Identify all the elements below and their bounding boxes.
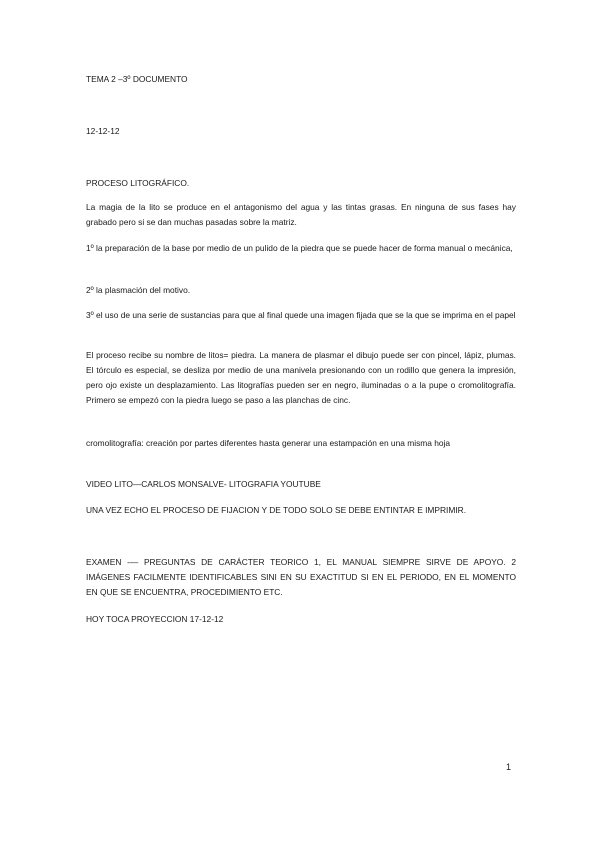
paragraph-intro: La magia de la lito se produce en el antagonismo del agua y las tintas grasas. En ninguna de sus fases hay grabado pero si se dan muchas pasadas sobre la matriz. [86,202,516,227]
paragraph-proyeccion: HOY TOCA PROYECCION 17-12-12 [86,614,224,624]
paragraph-video: VIDEO LITO—CARLOS MONSALVE- LITOGRAFIA YOUTUBE [86,479,321,489]
paragraph-fijacion: UNA VEZ ECHO EL PROCESO DE FIJACION Y DE TODO SOLO SE DEBE ENTINTAR E IMPRIMIR. [86,505,467,515]
paragraph-step-2: 2º la plasmación del motivo. [86,285,191,295]
section-heading: PROCESO LITOGRÁFICO. [86,178,190,188]
page-number: 1 [506,762,512,772]
document-date: 12-12-12 [86,126,120,136]
paragraph-process: El proceso recibe su nombre de litos= piedra. La manera de plasmar el dibujo puede ser con pincel, lápiz, plumas. El tórculo es especial, se desliza por medio de una manivela presionando con un rodillo que genera la impresión, pero ojo existe un desplazamiento. Las litografías pueden ser en negro, iluminadas o a la pupe o cromolitografía. Primero se empezó con la piedra luego se paso a las planchas de cinc. [86,350,516,405]
paragraph-step-3: 3º el uso de una serie de sustancias para que al final quede una imagen fijada que se la que se imprima en el papel [86,310,516,320]
paragraph-cromolitografia: cromolitografía: creación por partes diferentes hasta generar una estampación en una misma hoja [86,438,451,448]
document-title: TEMA 2 –3º DOCUMENTO [86,74,188,84]
paragraph-step-1: 1º la preparación de la base por medio de un pulido de la piedra que se puede hacer de forma manual o mecánica, [86,243,513,253]
paragraph-examen: EXAMEN -— PREGUNTAS DE CARÁCTER TEORICO 1, EL MANUAL SIEMPRE SIRVE DE APOYO. 2 IMÁGENES FACILMENTE IDENTIFICABLES SINI EN SU EXACTITUD SI EN EL PERIODO, EN EL MOMENTO EN QUE SE ENCUENTRA, PROCEDIMIENTO ETC. [86,557,516,597]
